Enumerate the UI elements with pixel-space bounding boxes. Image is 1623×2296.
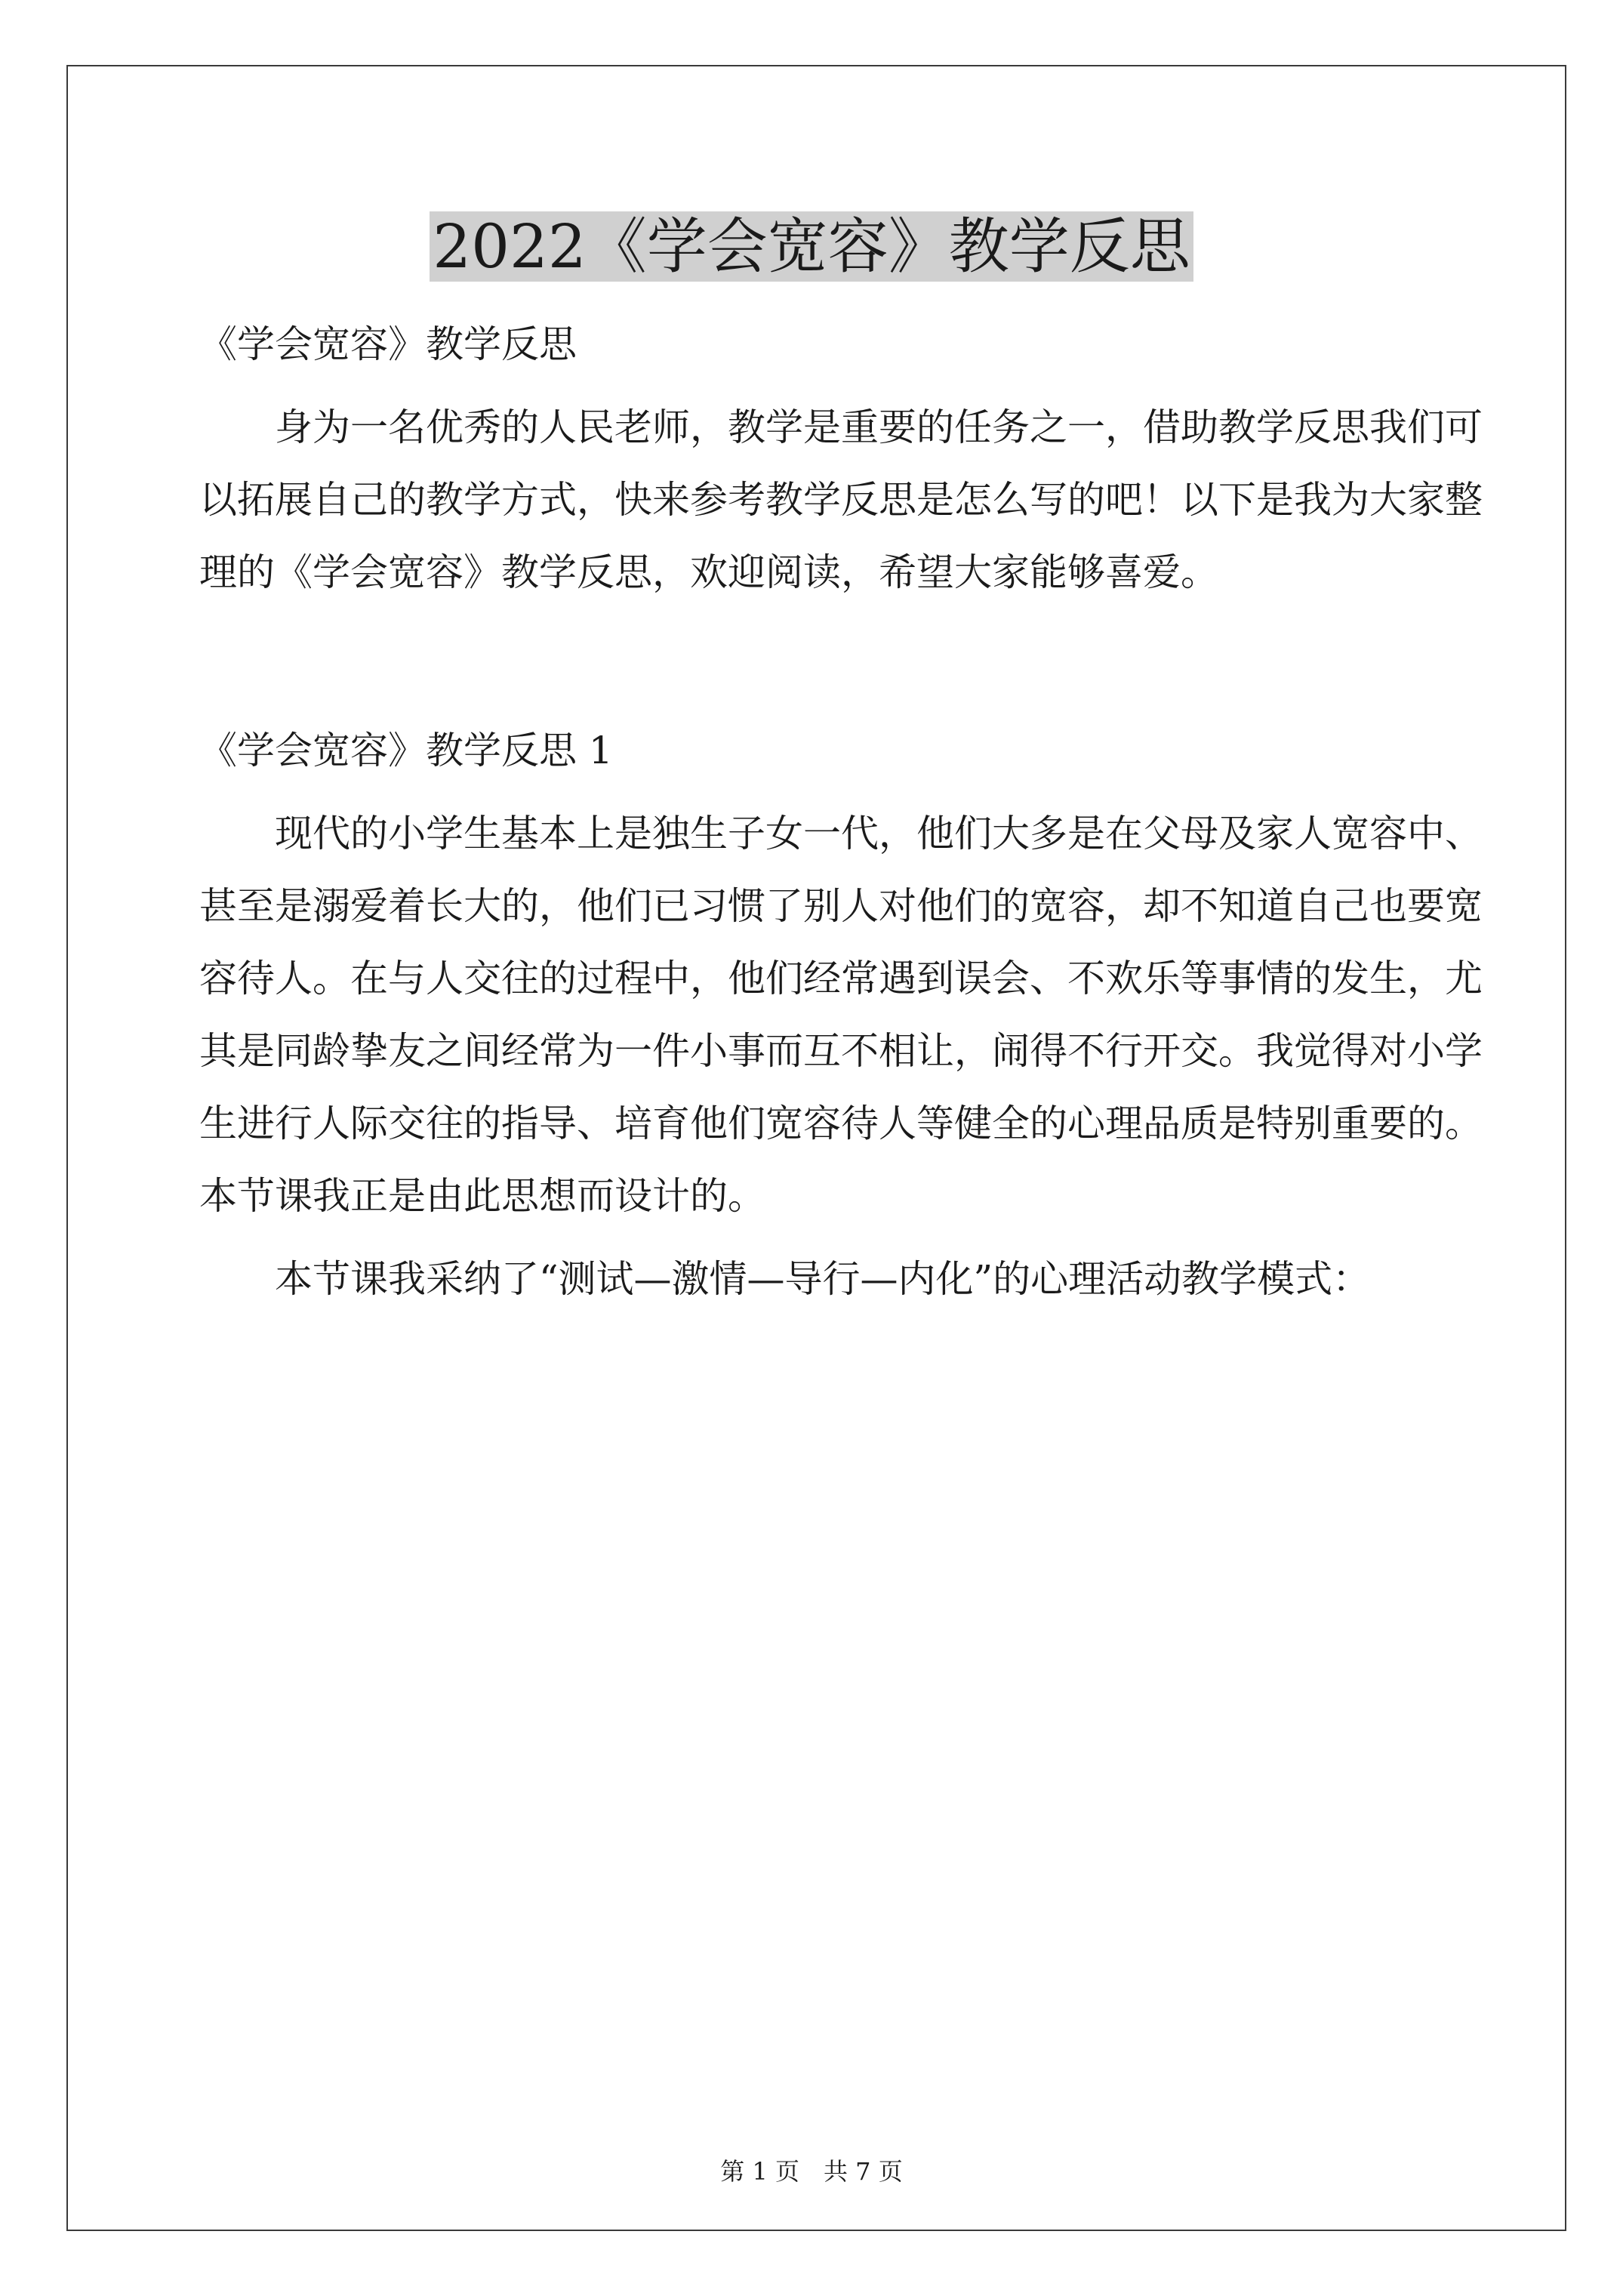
- body-paragraph-2: 本节课我采纳了“测试—激情—导行—内化”的心理活动教学模式：: [275, 1257, 1371, 1301]
- page-number-footer: 第 1 页 共 7 页: [720, 2157, 903, 2186]
- body-paragraph-1: 现代的小学生基本上是独生子女一代，他们大多是在父母及家人宽容中、甚至是溺爱着长大的，他们已习惯了别人对他们的宽容，却不知道自己也要宽容待人。在与人交往的过程中，他们经常遇到误会、不欢乐等事情的发生，尤其是同龄挚友之间经常为一件小事而互不相让，闹得不行开交。我觉得对小学生进行人际交往的指导、培育他们宽容待人等健全的心理品质是特别重要的。本节课我正是由此思想而设计的。: [199, 812, 1483, 1218]
- section-heading-intro: 《学会宽容》教学反思: [199, 322, 577, 366]
- section-heading-1: 《学会宽容》教学反思 1: [199, 729, 613, 772]
- document-title-text: 2022《学会宽容》教学反思: [430, 211, 1193, 282]
- document-body: [199, 308, 1483, 1315]
- document-title: [0, 205, 1623, 288]
- intro-paragraph: 身为一名优秀的人民老师，教学是重要的任务之一，借助教学反思我们可以拓展自己的教学方式，快来参考教学反思是怎么写的吧！以下是我为大家整理的《学会宽容》教学反思，欢迎阅读，希望大家能够喜爱。: [199, 405, 1483, 594]
